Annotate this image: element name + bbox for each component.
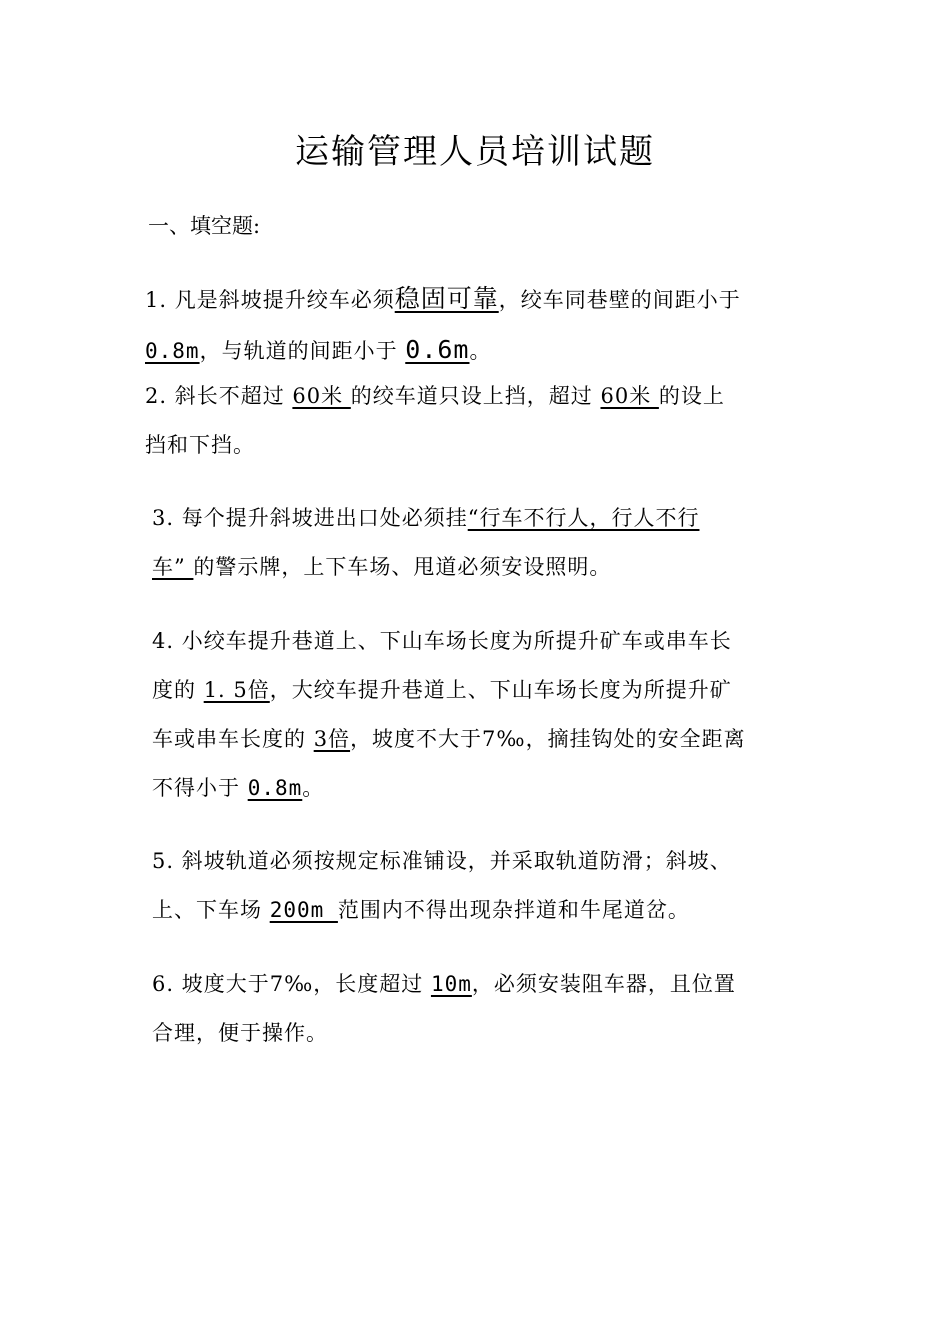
answer-blank: 1. 5倍 (203, 678, 270, 702)
answer-blank: 3倍 (313, 727, 351, 751)
question-3 (152, 494, 699, 592)
question-4-line-3: 车或串车长度的 3倍，坡度不大于7‰，摘挂钩处的安全距离 (152, 727, 746, 751)
question-5 (152, 837, 732, 935)
answer-blank: 稳固可靠 (394, 284, 499, 313)
answer-blank: 车” (152, 555, 194, 579)
answer-blank: 0.6m (405, 335, 470, 364)
question-4 (152, 617, 746, 813)
question-4-line-2: 度的 1. 5倍，大绞车提升巷道上、下山车场长度为所提升矿 (152, 678, 732, 702)
question-1-line-2: 0.8m，与轨道的间距小于 0.6m。 (145, 335, 492, 364)
answer-blank: 0.8m (145, 339, 200, 363)
section-heading: 一、填空题: (148, 214, 261, 238)
answer-blank: 200m (269, 898, 338, 922)
question-5-line-1: 5. 斜坡轨道必须按规定标准铺设，并采取轨道防滑；斜坡、 (152, 849, 732, 873)
question-3-line-2: 车” 的警示牌，上下车场、甩道必须安设照明。 (152, 555, 612, 579)
question-1-line-1: 1. 凡是斜坡提升绞车必须稳固可靠，绞车同巷壁的间距小于 (145, 284, 741, 313)
question-6-line-1: 6. 坡度大于7‰，长度超过 10m，必须安装阻车器，且位置 (152, 972, 736, 996)
question-4-line-1: 4. 小绞车提升巷道上、下山车场长度为所提升矿车或串车长 (152, 629, 732, 653)
answer-blank: 60米 (292, 384, 351, 408)
answer-blank: 0.8m (247, 776, 303, 800)
question-3-line-1: 3. 每个提升斜坡进出口处必须挂“行车不行人，行人不行 (152, 506, 700, 530)
question-4-line-4: 不得小于 0.8m。 (152, 776, 325, 800)
answer-blank: 10m (430, 972, 472, 996)
question-2-line-2: 挡和下挡。 (145, 433, 255, 457)
question-5-line-2: 上、下车场 200m 范围内不得出现杂拌道和牛尾道岔。 (152, 898, 690, 922)
question-2 (145, 372, 725, 470)
question-6-line-2: 合理，便于操作。 (152, 1021, 328, 1045)
page-title: 运输管理人员培训试题 (295, 132, 655, 172)
answer-blank: “行车不行人，行人不行 (467, 506, 700, 530)
answer-blank: 60米 (600, 384, 659, 408)
question-2-line-1: 2. 斜长不超过 60米 的绞车道只设上挡，超过 60米 的设上 (145, 384, 725, 408)
question-6 (152, 960, 736, 1058)
question-1 (145, 274, 741, 376)
